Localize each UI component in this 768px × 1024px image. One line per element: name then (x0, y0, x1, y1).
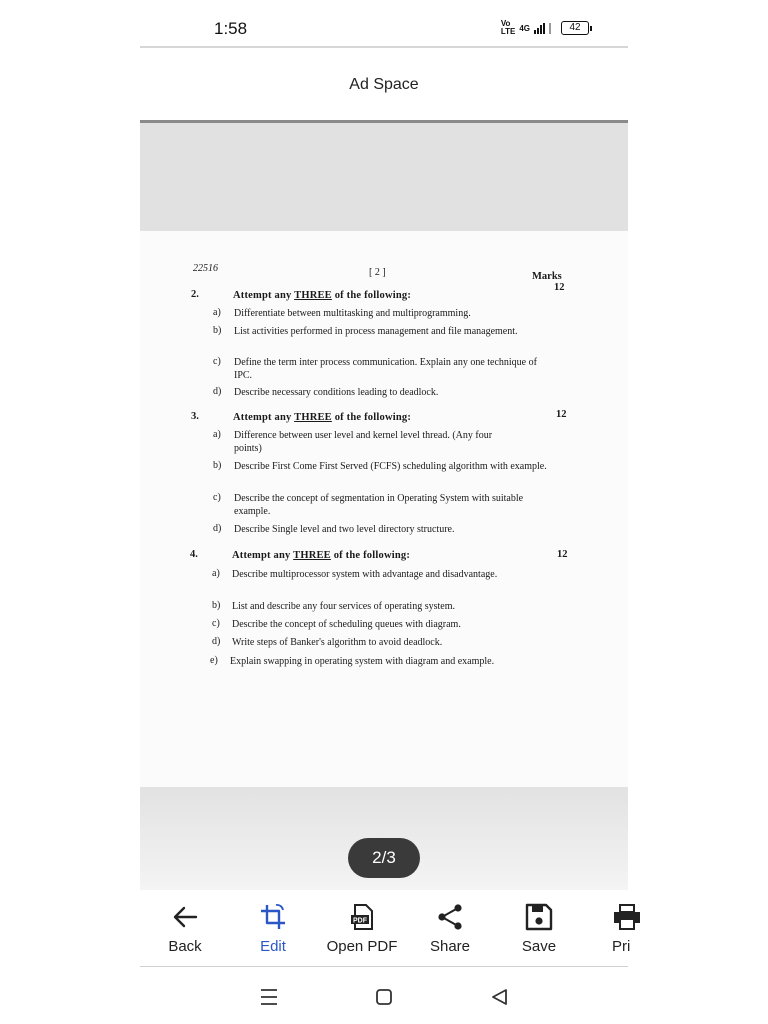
sub-question-letter: b) (212, 600, 221, 611)
question-number: 3. (191, 411, 199, 422)
question-marks: 12 (554, 282, 565, 293)
share-button[interactable] (410, 902, 490, 955)
printer-icon (612, 902, 642, 932)
square-home-icon (369, 987, 399, 1007)
status-bar (140, 0, 628, 46)
paper-code: 22516 (193, 263, 218, 274)
share-icon (435, 902, 465, 932)
sub-question-letter: c) (213, 492, 221, 503)
share-label: Share (429, 938, 471, 955)
page-indicator: 2/3 (348, 838, 420, 878)
question-number: 2. (191, 289, 199, 300)
document-viewer[interactable] (140, 123, 628, 890)
sub-question-text: List and describe any four services of operating system. (232, 601, 455, 612)
document-page[interactable] (140, 231, 628, 787)
crop-icon (258, 902, 288, 932)
sub-question-text: Describe the concept of segmentation in Operating System with suitable example. (234, 493, 524, 517)
sub-question-letter: c) (213, 356, 221, 367)
triangle-back-icon (485, 987, 515, 1007)
sub-question-text: Describe multiprocessor system with advantage and disadvantage. (232, 569, 498, 580)
pdf-file-icon (347, 902, 377, 932)
battery-icon (561, 21, 592, 35)
sub-question-letter: e) (210, 655, 218, 666)
svg-text:PDF: PDF (353, 917, 367, 925)
sub-question-letter: d) (213, 386, 222, 397)
status-icons (501, 20, 592, 36)
save-button[interactable] (499, 902, 579, 955)
menu-lines-icon (254, 987, 284, 1007)
sub-question-text: Explain swapping in operating system with diagram and example. (230, 656, 495, 667)
sub-question-text: Write steps of Banker's algorithm to avoid deadlock. (232, 637, 443, 648)
sub-question-letter: a) (213, 429, 221, 440)
signal-icon (534, 23, 545, 34)
status-divider (140, 46, 628, 48)
question-marks: 12 (557, 549, 568, 560)
edit-button[interactable] (233, 902, 313, 955)
save-label: Save (521, 938, 557, 955)
sub-question-letter: c) (212, 618, 220, 629)
sub-question-text: Describe Single level and two level directory structure. (234, 524, 455, 535)
floppy-disk-icon (524, 902, 554, 932)
battery-level: 42 (561, 21, 589, 35)
sub-question-text: Differentiate between multitasking and multiprogramming. (234, 308, 471, 319)
question-number: 4. (190, 549, 198, 560)
network-type: 4G (519, 23, 530, 33)
sub-question-letter: b) (213, 460, 222, 471)
sub-question-letter: b) (213, 325, 222, 336)
question-marks: 12 (556, 409, 567, 420)
print-label: Pri (612, 938, 631, 955)
nav-recents-button[interactable] (254, 987, 284, 1007)
bottom-toolbar (140, 890, 631, 968)
sub-question-text: List activities performed in process management and file management. (234, 326, 518, 337)
volte-indicator: Vo LTE (500, 19, 516, 36)
sub-question-text: Describe the concept of scheduling queues with diagram. (232, 619, 461, 630)
status-time: 1:58 (214, 19, 248, 38)
marks-header: Marks (532, 271, 562, 282)
edit-label: Edit (260, 938, 286, 955)
question-heading: Attempt any THREE of the following: (233, 290, 412, 301)
page-number: [ 2 ] (369, 267, 386, 278)
phone-screen (140, 0, 631, 1024)
arrow-left-icon (170, 902, 200, 932)
system-nav-bar (140, 967, 628, 1024)
nav-back-button[interactable] (485, 987, 515, 1007)
sub-question-text: Define the term inter process communication. Explain any one technique of IPC. (234, 357, 537, 381)
question-heading: Attempt any THREE of the following: (233, 412, 412, 423)
sub-question-letter: a) (212, 568, 220, 579)
sub-question-letter: a) (213, 307, 221, 318)
print-button[interactable] (588, 902, 631, 955)
signal-icon-2 (549, 23, 551, 34)
sub-question-text: Describe First Come First Served (FCFS) scheduling algorithm with example. (234, 461, 547, 472)
sub-question-text: Describe necessary conditions leading to deadlock. (234, 387, 439, 398)
nav-home-button[interactable] (369, 987, 399, 1007)
back-button[interactable] (145, 902, 225, 955)
sub-question-letter: d) (212, 636, 221, 647)
sub-question-text: Difference between user level and kernel level thread. (Any four points) (234, 430, 493, 454)
open-pdf-button[interactable] (322, 902, 402, 955)
open-pdf-label: Open PDF (326, 938, 398, 955)
sub-question-letter: d) (213, 523, 222, 534)
back-label: Back (168, 938, 202, 955)
question-heading: Attempt any THREE of the following: (232, 550, 411, 561)
ad-space-label: Ad Space (349, 76, 419, 93)
